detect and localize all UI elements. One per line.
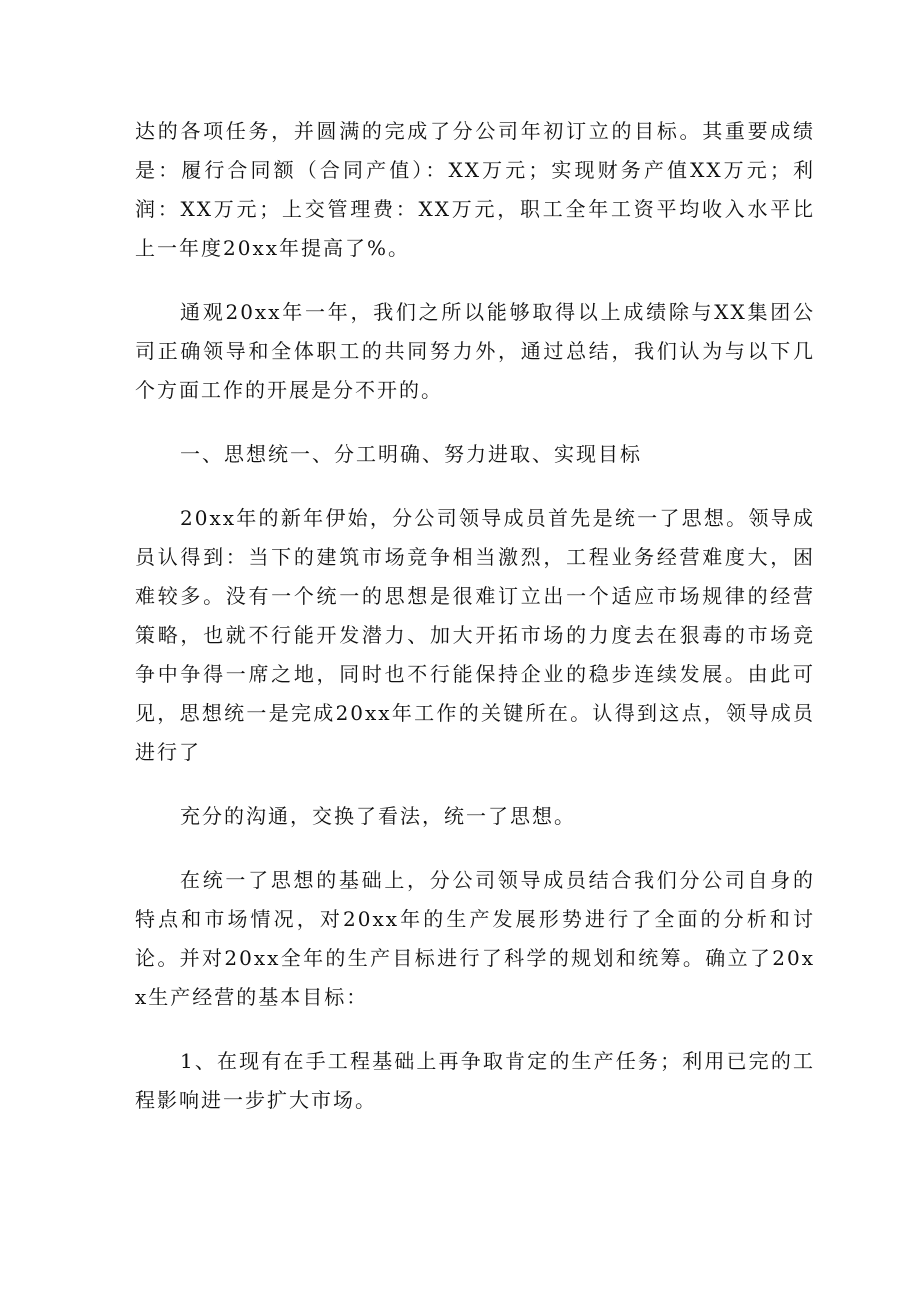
document-body [135,112,815,1145]
paragraph-communication: 充分的沟通，交换了看法，统一了思想。 [180,804,576,828]
section-heading-1: 一、思想统一、分工明确、努力进取、实现目标 [180,442,642,466]
list-item-goal-1: 1、在现有在手工程基础上再争取肯定的生产任务；利用已完的工程影响进一步扩大市场。 [135,1049,815,1112]
paragraph-planning: 在统一了思想的基础上，分公司领导成员结合我们分公司自身的特点和市场情况，对20xx年的生产发展形势进行了全面的分析和讨论。并对20xx全年的生产目标进行了科学的规划和统筹。确立了20xx生产经营的基本目标： [135,868,815,1009]
paragraph-achievements: 达的各项任务，并圆满的完成了分公司年初订立的目标。其重要成绩是：履行合同额（合同产值）：XX万元；实现财务产值XX万元；利润：XX万元；上交管理费：XX万元，职工全年工资平均收入水平比上一年度20xx年提高了%。 [135,119,815,260]
paragraph-unified-thinking: 20xx年的新年伊始，分公司领导成员首先是统一了思想。领导成员认得到：当下的建筑市场竞争相当激烈，工程业务经营难度大，困难较多。没有一个统一的思想是很难订立出一个适应市场规律的经营策略，也就不行能开发潜力、加大开拓市场的力度去在狠毒的市场竞争中争得一席之地，同时也不行能保持企业的稳步连续发展。由此可见，思想统一是完成20xx年工作的关键所在。认得到这点，领导成员进行了 [135,506,815,764]
paragraph-overview: 通观20xx年一年，我们之所以能够取得以上成绩除与XX集团公司正确领导和全体职工的共同努力外，通过总结，我们认为与以下几个方面工作的开展是分不开的。 [135,300,815,402]
